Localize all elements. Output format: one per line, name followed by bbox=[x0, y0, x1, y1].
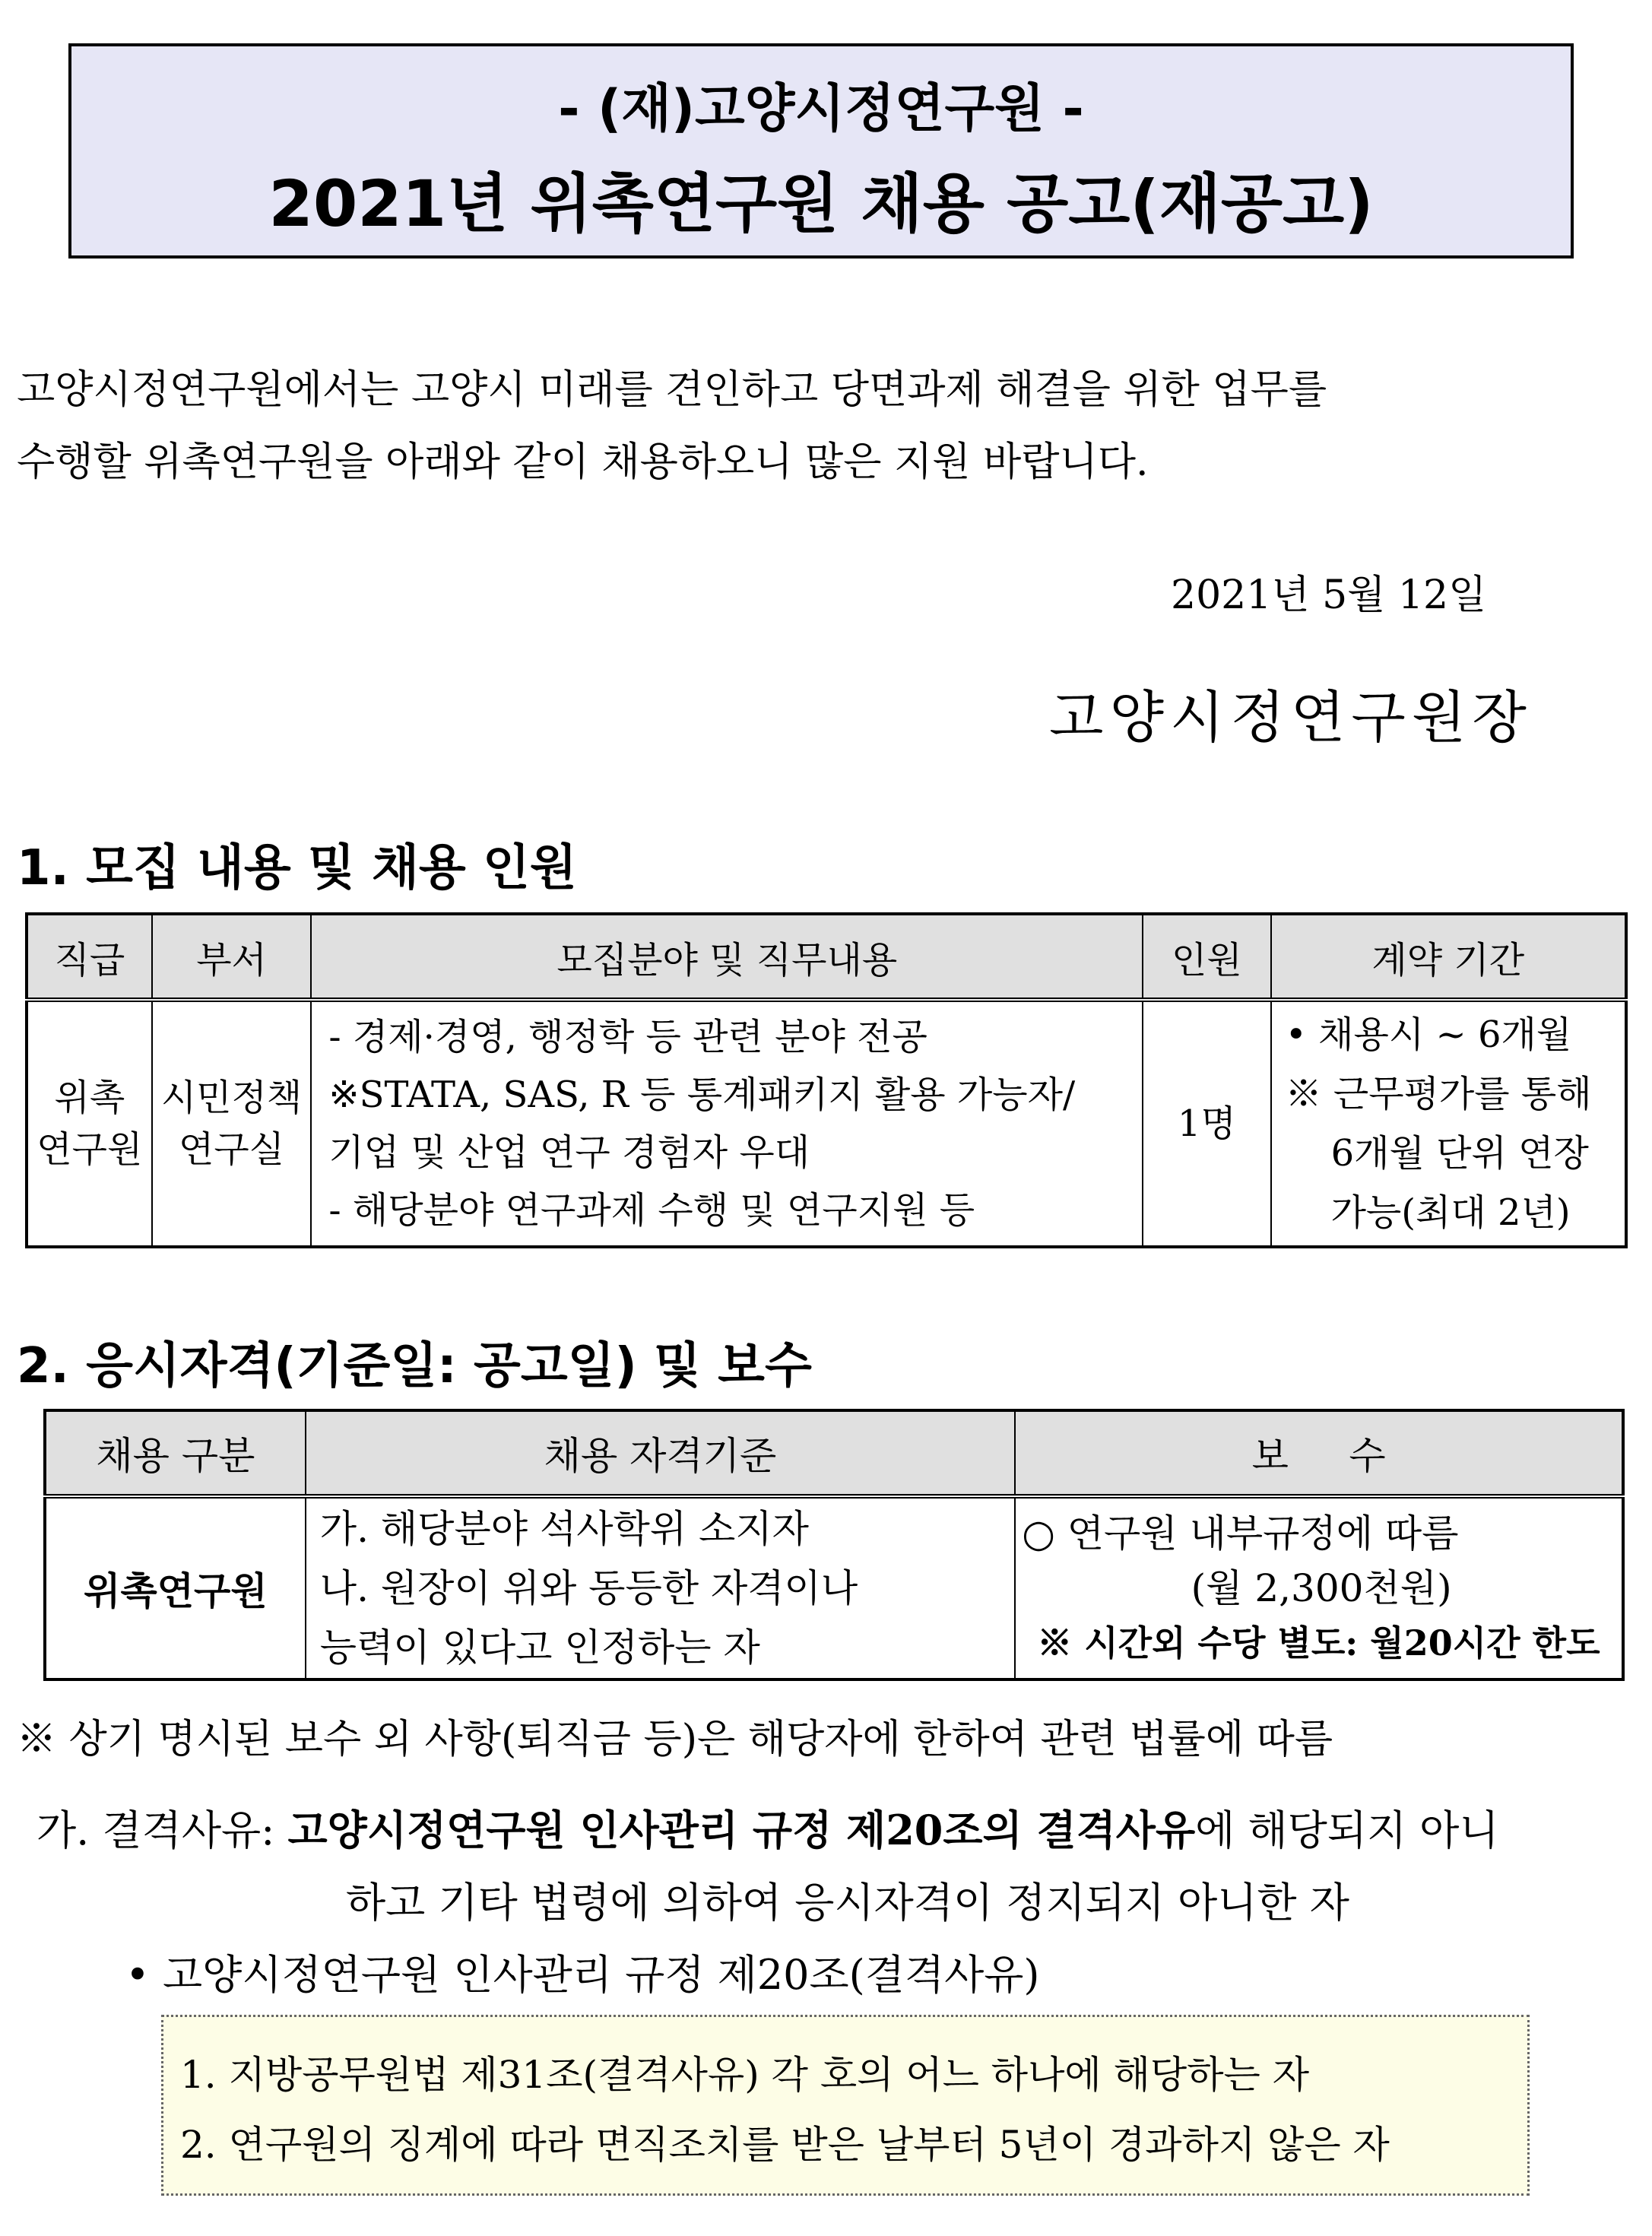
pay-footnote: ※ 상기 명시된 보수 외 사항(퇴직금 등)은 해당자에 한하여 관련 법률에 따름 bbox=[17, 1717, 1333, 1762]
dept-line: 연구실 bbox=[179, 1128, 285, 1171]
disqualification-item: 2. 연구원의 징계에 따라 면직조치를 받은 날부터 5년이 경과하지 않은 자 bbox=[180, 2123, 1390, 2167]
duty-line: - 경제·경영, 행정학 등 관련 분야 전공 bbox=[328, 1016, 927, 1058]
contract-cell bbox=[1271, 1000, 1626, 1247]
duty-line: 기업 및 산업 연구 경험자 우대 bbox=[328, 1131, 810, 1174]
headcount-cell: 1명 bbox=[1143, 1000, 1270, 1247]
header-headcount: 인원 bbox=[1143, 914, 1270, 1000]
regulation-bullet: • 고양시정연구원 인사관리 규정 제20조(결격사유) bbox=[125, 1951, 1040, 1999]
duty-line: - 해당분야 연구과제 수행 및 연구지원 등 bbox=[328, 1189, 975, 1232]
pay-cell bbox=[1015, 1496, 1623, 1679]
rank-line: 연구원 bbox=[36, 1128, 143, 1171]
contract-line: • 채용시 ~ 6개월 bbox=[1285, 1013, 1572, 1056]
title-box bbox=[68, 43, 1574, 258]
rank-line: 위촉 bbox=[54, 1077, 125, 1119]
section-2-heading: 2. 응시자격(기준일: 공고일) 및 보수 bbox=[17, 1338, 812, 1394]
criteria-line: 가. 해당분야 석사학위 소지자 bbox=[319, 1507, 809, 1551]
header-dept: 부서 bbox=[152, 914, 312, 1000]
section-1-heading: 1. 모집 내용 및 채용 인원 bbox=[17, 840, 577, 896]
table-header-row bbox=[27, 914, 1626, 1000]
intro-line-2: 수행할 위촉연구원을 아래와 같이 채용하오니 많은 지원 바랍니다. bbox=[17, 439, 1149, 485]
disqualification-line-1 bbox=[36, 1798, 1499, 1857]
table-header-row bbox=[45, 1410, 1623, 1496]
criteria-cell bbox=[306, 1496, 1015, 1679]
disqualification-line-2: 하고 기타 법령에 의하여 응시자격이 정지되지 아니한 자 bbox=[346, 1879, 1349, 1927]
duties-cell bbox=[311, 1000, 1143, 1247]
notice-title: 2021년 위촉연구원 채용 공고(재공고) bbox=[268, 167, 1374, 241]
contract-line: 가능(최대 2년) bbox=[1330, 1191, 1571, 1234]
table-row bbox=[27, 1000, 1626, 1247]
disqualification-item: 1. 지방공무원법 제31조(결격사유) 각 호의 어느 하나에 해당하는 자 bbox=[180, 2053, 1309, 2097]
intro-line-1: 고양시정연구원에서는 고양시 미래를 견인하고 당면과제 해결을 위한 업무를 bbox=[17, 367, 1327, 413]
duty-line: ※STATA, SAS, R 등 통계패키지 활용 가능자/ bbox=[328, 1074, 1076, 1116]
header-category: 채용 구분 bbox=[45, 1410, 306, 1496]
notice-date: 2021년 5월 12일 bbox=[1171, 572, 1487, 618]
dept-cell bbox=[152, 1000, 312, 1247]
disqualification-rest: 에 해당되지 아니 bbox=[1195, 1806, 1499, 1854]
rank-cell bbox=[27, 1000, 152, 1247]
disqualification-label: 가. 결격사유: bbox=[36, 1806, 288, 1854]
header-pay: 보 수 bbox=[1015, 1410, 1623, 1496]
header-contract: 계약 기간 bbox=[1271, 914, 1626, 1000]
table-row bbox=[45, 1496, 1623, 1679]
header-duties: 모집분야 및 직무내용 bbox=[311, 914, 1143, 1000]
header-criteria: 채용 자격기준 bbox=[306, 1410, 1015, 1496]
criteria-line: 능력이 있다고 인정하는 자 bbox=[319, 1625, 760, 1670]
contract-line: ※ 근무평가를 통해 bbox=[1285, 1073, 1592, 1115]
contract-line: 6개월 단위 연장 bbox=[1330, 1132, 1589, 1175]
criteria-line: 나. 원장이 위와 동등한 자격이나 bbox=[319, 1566, 858, 1610]
category-cell: 위촉연구원 bbox=[45, 1496, 306, 1679]
signer: 고양시정연구원장 bbox=[1049, 685, 1533, 750]
disqualification-box bbox=[161, 2015, 1530, 2196]
pay-line: ○ 연구원 내부규정에 따름 bbox=[1022, 1511, 1459, 1556]
pay-line: (월 2,300천원) bbox=[1191, 1566, 1452, 1610]
disqualification-emphasis: 고양시정연구원 인사관리 규정 제20조의 결격사유 bbox=[287, 1806, 1196, 1854]
org-title: - (재)고양시정연구원 - bbox=[558, 79, 1084, 139]
pay-note: ※ 시간외 수당 별도: 월20시간 한도 bbox=[1037, 1622, 1600, 1664]
recruitment-table bbox=[25, 912, 1628, 1248]
qualification-table bbox=[43, 1409, 1625, 1681]
dept-line: 시민정책 bbox=[160, 1077, 303, 1119]
header-rank: 직급 bbox=[27, 914, 152, 1000]
